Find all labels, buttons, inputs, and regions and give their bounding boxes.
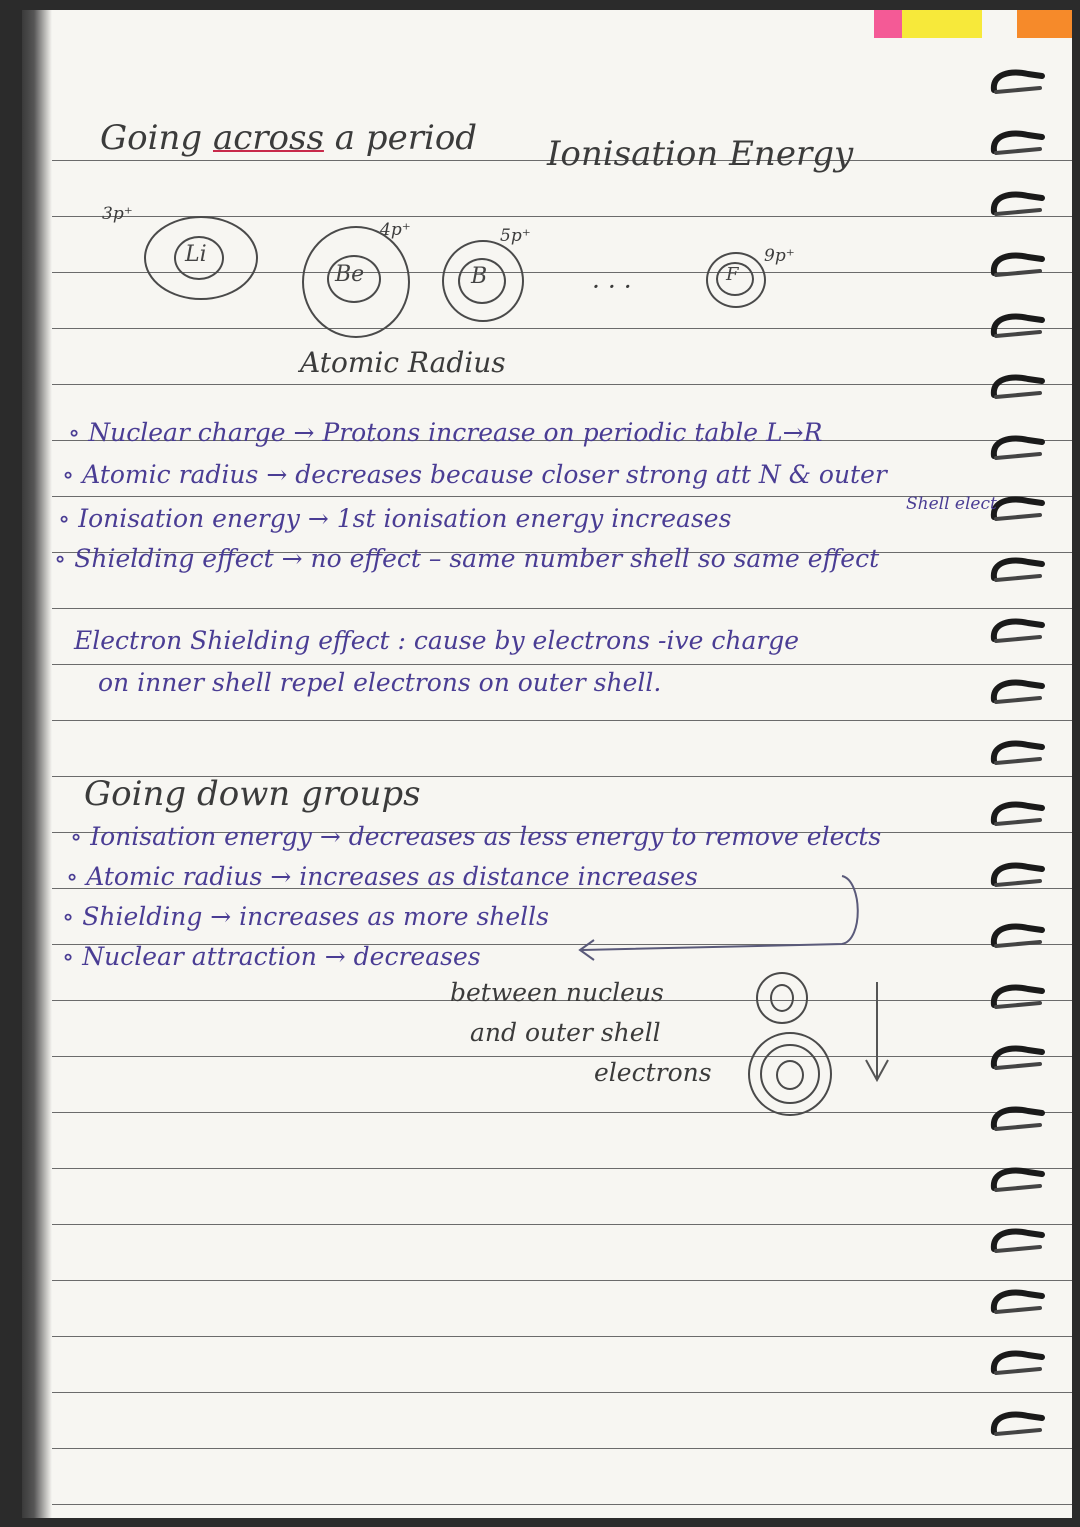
ruled-line: [52, 664, 1072, 665]
definition-line-1: Electron Shielding effect : cause by electrons -ive charge: [74, 626, 800, 655]
down-bullet-3-text: Shielding → increases as more shells: [82, 902, 550, 931]
page-binding-edge: [22, 10, 52, 1518]
ruled-line: [52, 1336, 1072, 1337]
spiral-coil-icon: [990, 1286, 1050, 1318]
spiral-coil-icon: [990, 676, 1050, 708]
across-bullet-4: [54, 544, 879, 573]
across-bullet-2-text: Atomic radius → decreases because closer strong att N & outer: [82, 460, 887, 489]
down-bullet-4-text: Nuclear attraction → decreases: [82, 942, 481, 971]
spiral-coil-icon: [990, 1347, 1050, 1379]
spiral-coil-icon: [990, 920, 1050, 952]
heading-a-period: a period: [323, 118, 478, 158]
down-bullet-4: [62, 942, 481, 971]
spiral-coil-icon: [990, 981, 1050, 1013]
atom-be-protons: 4p⁺: [380, 220, 411, 240]
small-atom-core: [770, 984, 794, 1012]
spiral-coil-icon: [990, 1103, 1050, 1135]
bullet-marker: ∘: [66, 862, 79, 891]
spiral-coil-icon: [990, 188, 1050, 220]
ruled-line: [52, 384, 1072, 385]
bullet-marker: ∘: [54, 544, 67, 573]
heading-going: Going: [100, 118, 213, 158]
spiral-coil-icon: [990, 859, 1050, 891]
across-bullet-3-text: Ionisation energy → 1st ionisation energy increases: [78, 504, 732, 533]
ruled-line: [52, 608, 1072, 609]
note-line-3: electrons: [594, 1058, 712, 1087]
ruled-line: [52, 720, 1072, 721]
atom-ellipsis: · · ·: [592, 272, 632, 301]
ruled-line: [52, 1392, 1072, 1393]
spiral-coil-icon: [990, 66, 1050, 98]
bullet-marker: ∘: [62, 460, 75, 489]
bullet-marker: ∘: [70, 822, 83, 851]
ruled-line: [52, 1280, 1072, 1281]
atom-f-protons: 9p⁺: [764, 246, 795, 266]
spiral-coil-icon: [990, 1164, 1050, 1196]
ruled-line: [52, 1224, 1072, 1225]
note-line-1: between nucleus: [450, 978, 664, 1007]
ruled-line: [52, 1112, 1072, 1113]
spiral-coil-icon: [990, 249, 1050, 281]
atom-b-symbol: B: [471, 264, 488, 289]
spiral-coil-icon: [990, 554, 1050, 586]
spiral-coil-icon: [990, 310, 1050, 342]
bullet-marker: ∘: [58, 504, 71, 533]
down-bullet-2-text: Atomic radius → increases as distance increases: [86, 862, 698, 891]
ruled-line: [52, 328, 1072, 329]
atom-be-symbol: Be: [335, 262, 365, 287]
atom-li-symbol: Li: [185, 242, 207, 267]
atom-f-symbol: F: [726, 264, 739, 285]
large-atom-core: [776, 1060, 804, 1090]
spiral-coil-icon: [990, 1225, 1050, 1257]
across-bullet-3: [58, 504, 731, 533]
down-bullet-1: [70, 822, 881, 851]
down-arrow-icon: [862, 980, 892, 1090]
ruled-line: [52, 1448, 1072, 1449]
spiral-coil-icon: [990, 493, 1050, 525]
spiral-coil-icon: [990, 1408, 1050, 1440]
ruled-line: [52, 1504, 1072, 1505]
heading-ionisation-energy: Ionisation Energy: [547, 134, 854, 174]
bullet-marker: ∘: [62, 942, 75, 971]
definition-line-2: on inner shell repel electrons on outer shell.: [98, 668, 662, 697]
across-bullet-2: [62, 460, 887, 489]
across-bullet-1-text: Nuclear charge → Protons increase on periodic table L→R: [88, 418, 823, 447]
heading-across-period: [100, 118, 477, 158]
sticky-tab-yellow: [902, 10, 982, 38]
spiral-coil-icon: [990, 371, 1050, 403]
atomic-radius-label: Atomic Radius: [300, 346, 506, 379]
spiral-coil-icon: [990, 1042, 1050, 1074]
sticky-tab-pink: [874, 10, 902, 38]
spiral-coil-icon: [990, 737, 1050, 769]
spiral-coil-icon: [990, 798, 1050, 830]
ruled-line: [52, 1168, 1072, 1169]
notebook-page: [22, 10, 1072, 1518]
spiral-coil-icon: [990, 432, 1050, 464]
spiral-coil-icon: [990, 127, 1050, 159]
ruled-line: [52, 1056, 1072, 1057]
across-bullet-4-text: Shielding effect → no effect – same number shell so same effect: [74, 544, 880, 573]
bracket-arrow: [572, 870, 872, 970]
heading-across: across: [212, 118, 324, 158]
atom-li-protons: 3p⁺: [102, 204, 133, 224]
down-bullet-3: [62, 902, 549, 931]
note-line-2: and outer shell: [470, 1018, 661, 1047]
bullet-marker: ∘: [62, 902, 75, 931]
bullet-marker: ∘: [68, 418, 81, 447]
sticky-tab-orange: [1017, 10, 1072, 38]
spiral-coil-icon: [990, 615, 1050, 647]
atom-b-protons: 5p⁺: [500, 226, 531, 246]
down-bullet-1-text: Ionisation energy → decreases as less energy to remove elects: [90, 822, 882, 851]
heading-down-groups: Going down groups: [84, 774, 421, 814]
across-bullet-2-note: Shell elect: [906, 494, 997, 514]
across-bullet-1: [68, 418, 822, 447]
